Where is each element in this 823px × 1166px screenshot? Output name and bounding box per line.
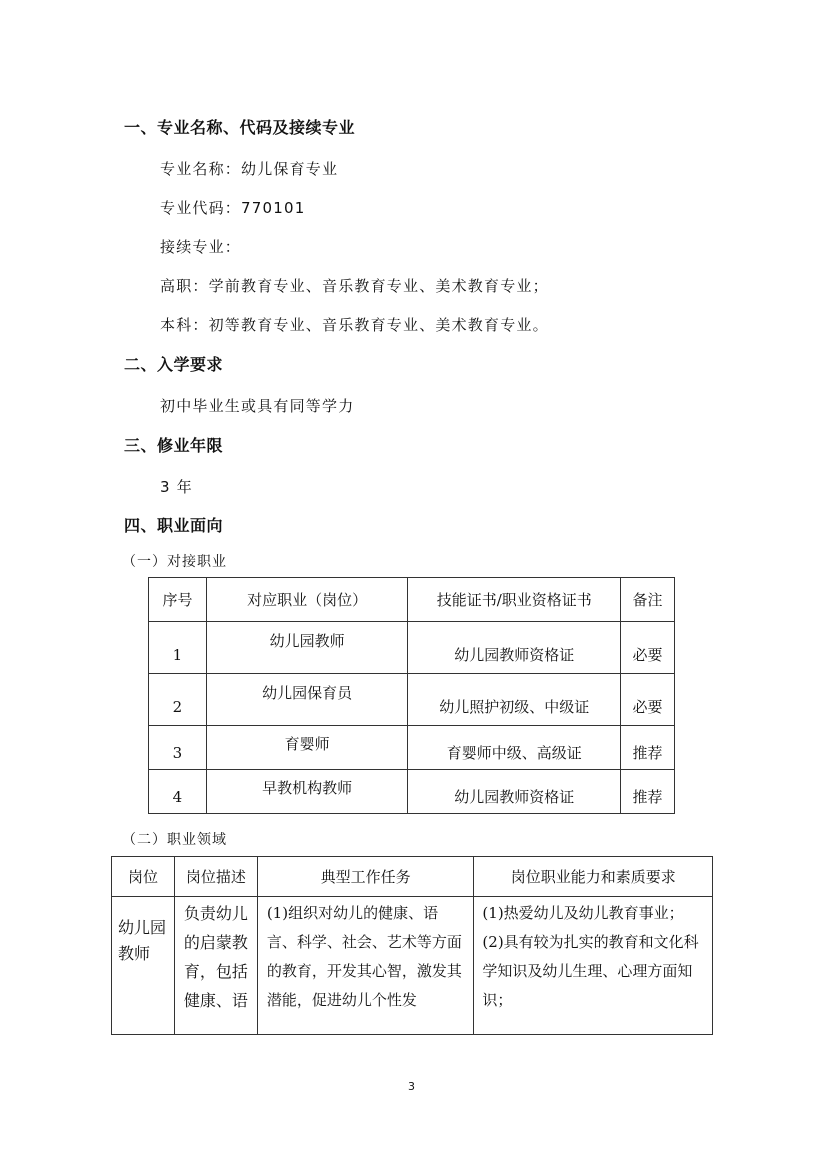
undergrad-majors: 本科：初等教育专业、音乐教育专业、美术教育专业。 bbox=[160, 316, 549, 334]
continuation-label: 接续专业： bbox=[160, 238, 242, 256]
table-row bbox=[149, 770, 675, 814]
table-cell: 育婴师中级、高级证 bbox=[408, 726, 621, 770]
requirements-cell bbox=[474, 897, 713, 1035]
header-cell: 序号 bbox=[149, 578, 207, 622]
subsection-2-title: （二）职业领域 bbox=[122, 832, 227, 848]
major-name: 专业名称：幼儿保育专业 bbox=[160, 160, 339, 178]
table-row bbox=[149, 622, 675, 674]
header-cell: 岗位描述 bbox=[174, 857, 257, 897]
table-header-row bbox=[149, 578, 675, 622]
table-header-row bbox=[112, 857, 713, 897]
post-cell: 幼儿园教师 bbox=[112, 897, 175, 1035]
table-cell: 幼儿园教师资格证 bbox=[408, 622, 621, 674]
table-cell: 4 bbox=[149, 770, 207, 814]
table-row bbox=[149, 726, 675, 770]
table-cell: 3 bbox=[149, 726, 207, 770]
section-3-title: 三、修业年限 bbox=[124, 436, 224, 455]
table-row bbox=[112, 897, 713, 1035]
tasks-cell: (1)组织对幼儿的健康、语言、科学、社会、艺术等方面的教育，开发其心智，激发其潜能，促进幼儿个性发 bbox=[257, 897, 474, 1035]
occupation-table bbox=[148, 577, 675, 814]
duration-text: 3 年 bbox=[160, 478, 193, 496]
table-cell: 必要 bbox=[621, 674, 675, 726]
table-cell: 幼儿照护初级、中级证 bbox=[408, 674, 621, 726]
vocational-majors: 高职：学前教育专业、音乐教育专业、美术教育专业； bbox=[160, 277, 549, 295]
table-cell: 必要 bbox=[621, 622, 675, 674]
table-cell: 幼儿园保育员 bbox=[206, 674, 408, 726]
table-cell: 育婴师 bbox=[206, 726, 408, 770]
occupation-field-table bbox=[111, 856, 713, 1035]
header-cell: 岗位 bbox=[112, 857, 175, 897]
table-cell: 1 bbox=[149, 622, 207, 674]
table-cell: 幼儿园教师 bbox=[206, 622, 408, 674]
subsection-1-title: （一）对接职业 bbox=[122, 554, 227, 570]
table-row bbox=[149, 674, 675, 726]
major-code: 专业代码：770101 bbox=[160, 199, 306, 217]
section-4-title: 四、职业面向 bbox=[124, 516, 224, 535]
table-cell: 早教机构教师 bbox=[206, 770, 408, 814]
description-cell: 负责幼儿的启蒙教育，包括健康、语 bbox=[174, 897, 257, 1035]
table-cell: 2 bbox=[149, 674, 207, 726]
section-1-title: 一、专业名称、代码及接续专业 bbox=[124, 118, 356, 137]
section-2-title: 二、入学要求 bbox=[124, 355, 224, 374]
table-cell: 推荐 bbox=[621, 726, 675, 770]
table-cell: 幼儿园教师资格证 bbox=[408, 770, 621, 814]
requirement-2: (2)具有较为扎实的教育和文化科学知识及幼儿生理、心理方面知识； bbox=[482, 933, 699, 1009]
page-number: 3 bbox=[408, 1080, 415, 1093]
admission-text: 初中毕业生或具有同等学力 bbox=[160, 397, 355, 415]
header-cell: 典型工作任务 bbox=[257, 857, 474, 897]
requirement-1: (1)热爱幼儿及幼儿教育事业； bbox=[482, 904, 684, 922]
header-cell: 备注 bbox=[621, 578, 675, 622]
table-cell: 推荐 bbox=[621, 770, 675, 814]
header-cell: 岗位职业能力和素质要求 bbox=[474, 857, 713, 897]
header-cell: 对应职业（岗位） bbox=[206, 578, 408, 622]
header-cell: 技能证书/职业资格证书 bbox=[408, 578, 621, 622]
